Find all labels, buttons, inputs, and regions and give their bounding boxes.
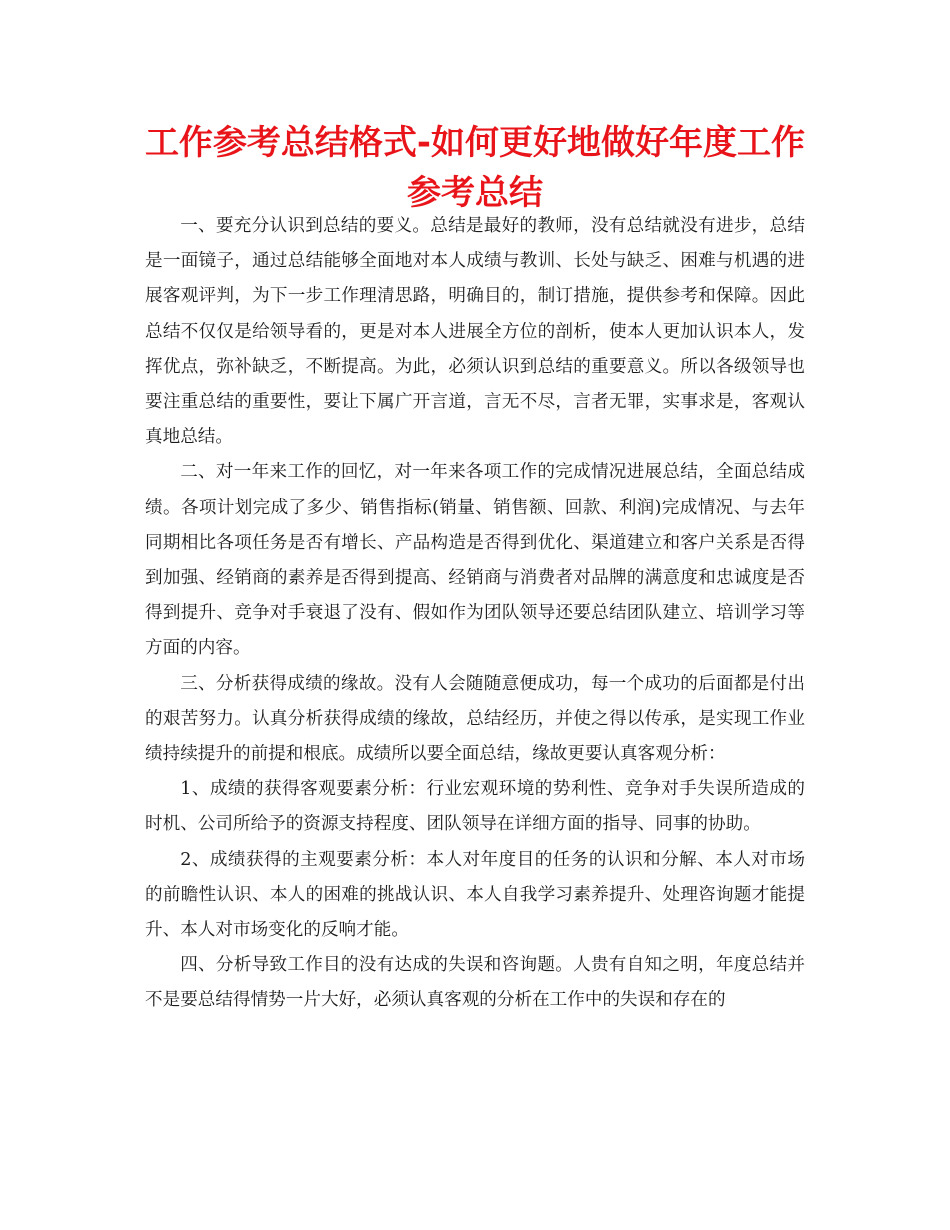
paragraph-4: 1、成绩的获得客观要素分析：行业宏观环境的势利性、竞争对手失误所造成的时机、公司所给予的资源支持程度、团队领导在详细方面的指导、同事的协助。 (145, 779, 805, 835)
paragraph-3: 三、分析获得成绩的缘故。没有人会随随意便成功，每一个成功的后面都是付出的艰苦努力。认真分析获得成绩的缘故，总结经历，并使之得以传承，是实现工作业绩持续提升的前提和根底。成绩所以要全面总结，缘故更要认真客观分析： (145, 673, 805, 765)
document-title: 工作参考总结格式-如何更好地做好年度工作参考总结 (144, 123, 806, 213)
document-body (145, 209, 805, 1019)
paragraph-6: 四、分析导致工作目的没有达成的失误和咨询题。人贵有自知之明，年度总结并不是要总结得情势一片大好，必须认真客观的分析在工作中的失误和存在的 (145, 955, 805, 1011)
paragraph-2: 二、对一年来工作的回忆，对一年来各项工作的完成情况进展总结，全面总结成绩。各项计划完成了多少、销售指标(销量、销售额、回款、利润)完成情况、与去年同期相比各项任务是否有增长、产品构造是否得到优化、渠道建立和客户关系是否得到加强、经销商的素养是否得到提高、经销商与消费者对品牌的满意度和忠诚度是否得到提升、竞争对手衰退了没有、假如作为团队领导还要总结团队建立、培训学习等方面的内容。 (145, 462, 805, 659)
paragraph-5: 2、成绩获得的主观要素分析：本人对年度目的任务的认识和分解、本人对市场的前瞻性认识、本人的困难的挑战认识、本人自我学习素养提升、处理咨询题才能提升、本人对市场变化的反响才能。 (145, 849, 805, 941)
paragraph-1: 一、要充分认识到总结的要义。总结是最好的教师，没有总结就没有进步，总结是一面镜子，通过总结能够全面地对本人成绩与教训、长处与缺乏、困难与机遇的进展客观评判，为下一步工作理清思路，明确目的，制订措施，提供参考和保障。因此总结不仅仅是给领导看的，更是对本人进展全方位的剖析，使本人更加认识本人，发挥优点，弥补缺乏，不断提高。为此，必须认识到总结的重要意义。所以各级领导也要注重总结的重要性，要让下属广开言道，言无不尽，言者无罪，实事求是，客观认真地总结。 (145, 216, 805, 448)
